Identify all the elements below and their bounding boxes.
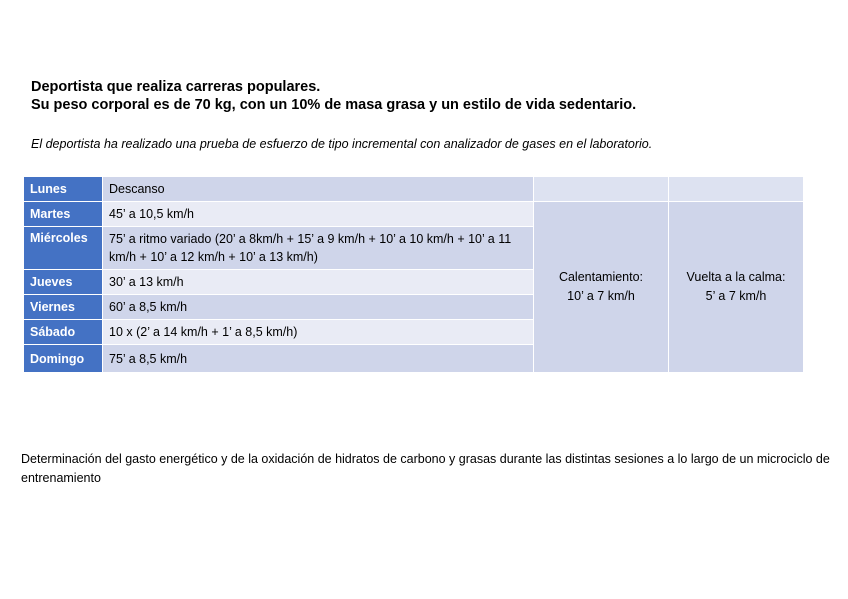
training-schedule-table [24,177,804,373]
session-cell: 75’ a 8,5 km/h [103,345,534,373]
study-objective: Determinación del gasto energético y de la oxidación de hidratos de carbono y grasas durante las distintas sesiones a lo largo de un microciclo de entrenamiento [21,452,830,485]
session-cell: 45’ a 10,5 km/h [103,202,534,227]
warmup-value: 10’ a 7 km/h [567,289,635,303]
session-cell: 10 x (2’ a 14 km/h + 1’ a 8,5 km/h) [103,320,534,345]
cooldown-label: Vuelta a la calma: [686,270,786,284]
blank-cell [534,177,669,202]
table-row [24,202,804,227]
day-cell: Sábado [24,320,103,345]
day-cell: Lunes [24,177,103,202]
session-cell: 60’ a 8,5 km/h [103,295,534,320]
session-cell: 75’ a ritmo variado (20’ a 8km/h + 15’ a 9 km/h + 10’ a 10 km/h + 10’ a 11 km/h + 10’ a 12 km/h + 10’ a 13 km/h) [103,227,534,270]
day-cell: Viernes [24,295,103,320]
cooldown-cell [669,202,804,373]
day-cell: Jueves [24,270,103,295]
session-cell: Descanso [103,177,534,202]
day-cell: Martes [24,202,103,227]
test-description: El deportista ha realizado una prueba de esfuerzo de tipo incremental con analizador de gases en el laboratorio. [31,137,653,151]
day-cell: Domingo [24,345,103,373]
session-cell: 30’ a 13 km/h [103,270,534,295]
heading-line-2: Su peso corporal es de 70 kg, con un 10% de masa grasa y un estilo de vida sedentario. [31,97,637,113]
athlete-heading [31,78,636,114]
heading-line-1: Deportista que realiza carreras populares. [31,79,321,95]
blank-cell [669,177,804,202]
table-row [24,177,804,202]
cooldown-value: 5’ a 7 km/h [705,289,767,303]
day-cell: Miércoles [24,227,103,270]
warmup-cell [534,202,669,373]
warmup-label: Calentamiento: [558,270,644,284]
